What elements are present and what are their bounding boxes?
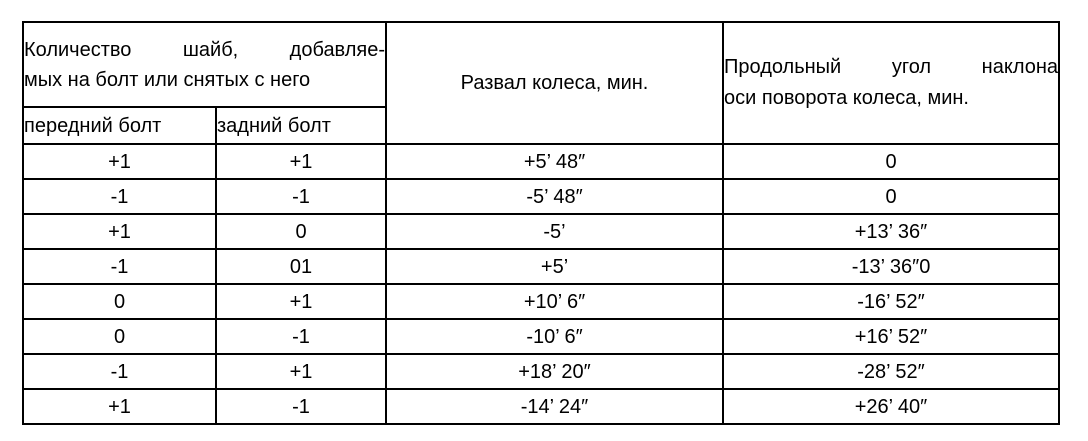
rear-bolt-cell: +1 — [216, 144, 386, 179]
caster-header-line1: Продольный угол наклона — [724, 56, 1059, 78]
front-bolt-cell: -1 — [23, 354, 216, 389]
washer-count-header — [23, 22, 386, 107]
camber-cell: -5’ 48″ — [386, 179, 723, 214]
rear-bolt-cell: 01 — [216, 249, 386, 284]
caster-cell: -28’ 52″ — [723, 354, 1059, 389]
camber-cell: +5’ — [386, 249, 723, 284]
rear-bolt-cell: -1 — [216, 319, 386, 354]
rear-bolt-header: задний болт — [216, 107, 386, 144]
front-bolt-cell: 0 — [23, 319, 216, 354]
rear-bolt-cell: -1 — [216, 179, 386, 214]
table-row — [23, 354, 1059, 389]
table-row — [23, 389, 1059, 424]
front-bolt-cell: 0 — [23, 284, 216, 319]
caster-header — [723, 22, 1059, 144]
rear-bolt-cell: 0 — [216, 214, 386, 249]
washer-count-header-line1: Количество шайб, добавляе- — [24, 38, 386, 61]
camber-cell: +10’ 6″ — [386, 284, 723, 319]
caster-cell: +16’ 52″ — [723, 319, 1059, 354]
camber-cell: +18’ 20″ — [386, 354, 723, 389]
caster-cell: +13’ 36″ — [723, 214, 1059, 249]
table-row — [23, 249, 1059, 284]
table-row — [23, 319, 1059, 354]
table-row — [23, 214, 1059, 249]
front-bolt-cell: -1 — [23, 179, 216, 214]
front-bolt-cell: +1 — [23, 389, 216, 424]
rear-bolt-cell: -1 — [216, 389, 386, 424]
caster-cell: 0 — [723, 179, 1059, 214]
caster-cell: 0 — [723, 144, 1059, 179]
rear-bolt-cell: +1 — [216, 354, 386, 389]
camber-cell: -10’ 6″ — [386, 319, 723, 354]
caster-cell: -16’ 52″ — [723, 284, 1059, 319]
camber-header: Развал колеса, мин. — [386, 22, 723, 144]
front-bolt-header: передний болт — [23, 107, 216, 144]
table-row — [23, 144, 1059, 179]
washer-count-header-line2: мых на болт или снятых с него — [24, 68, 311, 91]
washer-adjustment-table — [22, 21, 1060, 425]
rear-bolt-cell: +1 — [216, 284, 386, 319]
caster-header-line2: оси поворота колеса, мин. — [724, 87, 969, 109]
header-row-top — [23, 22, 1059, 107]
table-row — [23, 284, 1059, 319]
caster-cell: -13’ 36″0 — [723, 249, 1059, 284]
camber-cell: -5’ — [386, 214, 723, 249]
camber-cell: +5’ 48″ — [386, 144, 723, 179]
front-bolt-cell: +1 — [23, 144, 216, 179]
table-row — [23, 179, 1059, 214]
camber-cell: -14’ 24″ — [386, 389, 723, 424]
caster-cell: +26’ 40″ — [723, 389, 1059, 424]
front-bolt-cell: +1 — [23, 214, 216, 249]
front-bolt-cell: -1 — [23, 249, 216, 284]
